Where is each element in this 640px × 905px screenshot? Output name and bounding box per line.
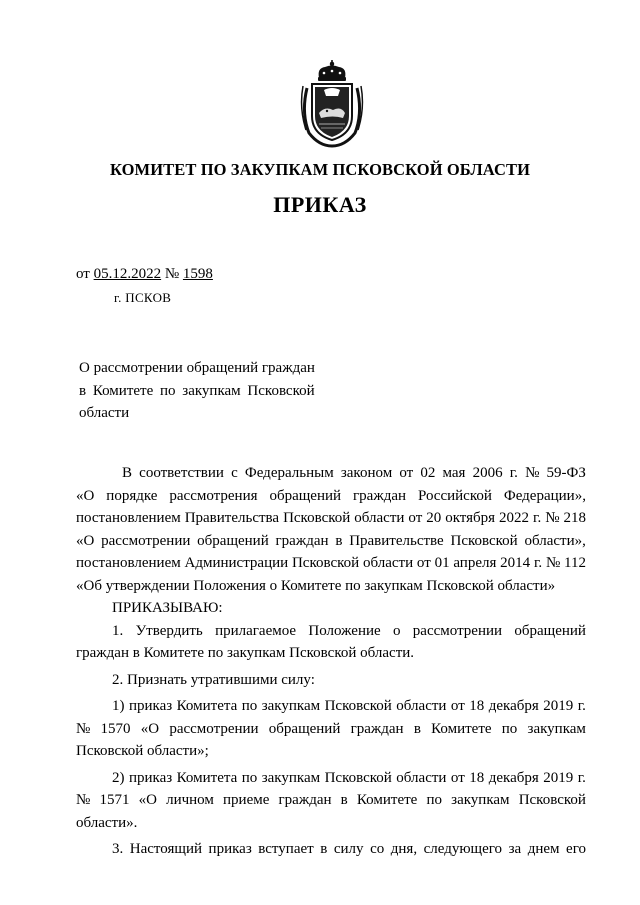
preamble-line: постановлением Администрации Псковской области от 01 апреля 2014 г. № 112 — [76, 555, 586, 571]
from-label: от — [76, 266, 90, 282]
document-type-heading: ПРИКАЗ — [273, 192, 367, 217]
city-label: г. ПСКОВ — [114, 290, 172, 305]
preamble-line: постановлением Правительства Псковской области от 20 октября 2022 г. № 218 — [76, 510, 586, 526]
item-2-1-line: 1) приказ Комитета по закупкам Псковской области от 18 декабря 2019 г. — [112, 698, 586, 714]
order-body — [76, 462, 586, 861]
order-date-number — [76, 266, 213, 283]
item-3-line: 3. Настоящий приказ вступает в силу со дня, следующего за днем его — [112, 841, 586, 857]
item-2-heading: 2. Признать утратившими силу: — [112, 671, 315, 688]
item-1-line: граждан в Комитете по закупкам Псковской области. — [76, 645, 415, 661]
subject-line: в Комитете по закупкам Псковской — [79, 382, 315, 399]
subject-line: О рассмотрении обращений граждан — [79, 360, 315, 376]
subject-line: области — [79, 405, 130, 421]
item-1-line: 1. Утвердить прилагаемое Положение о рассмотрении обращений — [112, 622, 586, 639]
preamble-line: «О рассмотрении обращений граждан в Правительстве Псковской области», — [76, 532, 586, 549]
coat-of-arms-emblem — [297, 58, 367, 148]
item-2-2-line: области». — [76, 814, 138, 831]
number-label: № — [164, 266, 180, 282]
preamble-line: В соответствии с Федеральным законом от 02 мая 2006 г. № 59-ФЗ — [122, 465, 586, 481]
order-word: ПРИКАЗЫВАЮ: — [112, 600, 223, 616]
item-2-2-line: № 1571 «О личном приеме граждан в Комитете по закупкам Псковской — [76, 792, 586, 808]
organization-title: КОМИТЕТ ПО ЗАКУПКАМ ПСКОВСКОЙ ОБЛАСТИ — [109, 160, 531, 179]
order-subject — [79, 357, 339, 425]
order-number: 1598 — [182, 266, 213, 282]
order-date: 05.12.2022 — [93, 266, 162, 282]
item-2-1-line: Псковской области»; — [76, 743, 209, 759]
preamble-line: «Об утверждении Положения о Комитете по закупкам Псковской области» — [76, 577, 556, 594]
item-2-2-line: 2) приказ Комитета по закупкам Псковской области от 18 декабря 2019 г. — [112, 769, 586, 786]
preamble-line: «О порядке рассмотрения обращений граждан Российской Федерации», — [76, 487, 586, 504]
item-2-1-line: № 1570 «О рассмотрении обращений граждан в Комитете по закупкам — [76, 720, 586, 737]
